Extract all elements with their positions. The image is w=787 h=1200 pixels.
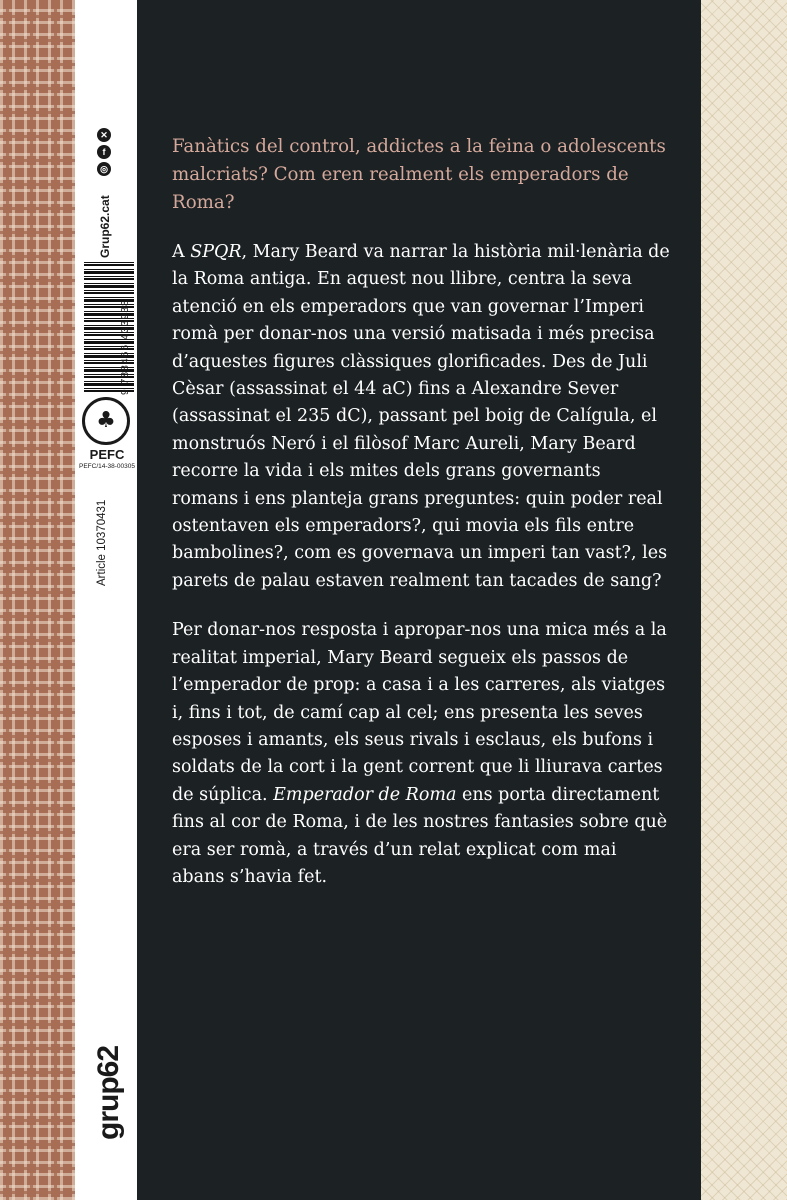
isbn-number: 9 788466 433938	[120, 299, 131, 395]
instagram-icon: ◎	[97, 162, 111, 176]
paragraph-1	[172, 239, 672, 595]
article-number: Article 10370431	[96, 499, 108, 586]
pefc-logo	[82, 397, 130, 445]
pefc-code: PEFC/14-38-00305	[78, 463, 135, 470]
spqr-title: SPQR	[190, 242, 242, 262]
tree-icon: ♣	[96, 408, 116, 433]
social-icons	[97, 128, 111, 176]
facebook-icon: f	[97, 145, 111, 159]
x-icon: ✕	[97, 128, 111, 142]
intro-question: Fanàtics del control, addictes a la feina o adolescents malcriats? Com eren realment els emperadors de Roma?	[172, 136, 666, 213]
paragraph-1-start: A	[172, 242, 191, 262]
publisher-logo: grup62	[92, 1045, 125, 1140]
book-title: Emperador de Roma	[273, 784, 457, 805]
mosaic-border	[701, 0, 787, 1200]
spine-strip	[75, 0, 137, 1200]
greek-key-border	[0, 0, 75, 1200]
pefc-label: PEFC	[89, 447, 125, 462]
paragraph-2	[172, 617, 672, 891]
paragraph-1-rest: , Mary Beard va narrar la història mil·lenària de la Roma antiga. En aquest nou llibre, centra la seva atenció en els emperadors que van governar l’Imperi romà per donar-nos una versió matisada i més precisa d’aquestes figures clàssiques glorificades. Des de Juli Cèsar (assassinat el 44 aC) fins a Alexandre Sever (assassinat el 235 dC), passant pel boig de Calígula, el monstruós Neró i el filòsof Marc Aureli, Mary Beard recorre la vida i els mites dels grans governants romans i ens planteja grans preguntes: quin poder real ostentaven els emperadors?, qui movia els fils entre bambolines?, com es governava un imperi tan vast?, les parets de palau estaven realment tan tacades de sang?	[172, 242, 670, 591]
paragraph-2-start: Per donar-nos resposta i apropar-nos una mica més a la realitat imperial, Mary Beard segueix els passos de l’emperador de prop: a casa i a les carreres, als viatges i, fins i tot, de camí cap al cel; ens presenta les seves esposes i amants, els seus rivals i esclaus, els bufons i soldats de la cort i la gent corrent que li lliurava cartes de súplica.	[172, 620, 667, 805]
back-cover-text	[172, 133, 672, 891]
paragraph-2-rest: ens porta directament fins al cor de Roma, i de les nostres fantasies sobre què era ser romà, a través d’un relat explicat com mai abans s’havia fet.	[172, 784, 668, 887]
website-label: Grup62.cat	[98, 195, 112, 258]
